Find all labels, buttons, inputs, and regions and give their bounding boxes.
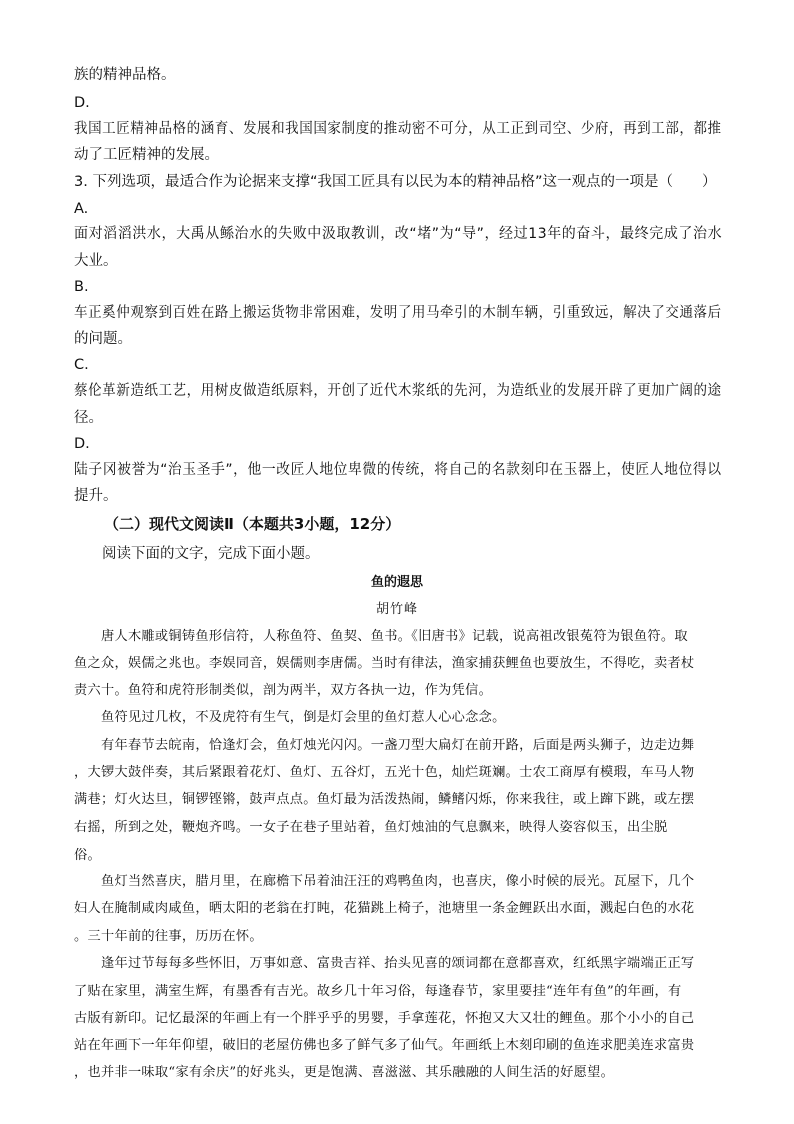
q2-tail-text: 族的精神品格。: [74, 67, 176, 83]
article-line: ，也并非一味取“家有余庆”的好兆头，更是饱满、喜滋滋、其乐融融的人间生活的好愿望。: [74, 1065, 615, 1080]
q3-option-d-letter: D.: [74, 436, 90, 452]
article-line: 。三十年前的往事，历历在怀。: [74, 929, 263, 944]
article-line: 责六十。鱼符和虎符形制类似，剖为两半，双方各执一边，作为凭信。: [74, 683, 493, 698]
q3-option-a-line1: 面对滔滔洪水，大禹从鲧治水的失败中汲取教训，改“堵”为“导”，经过13年的奋斗，最终完成了治水: [74, 226, 723, 242]
article-title: 鱼的遐思: [370, 575, 423, 590]
q3-option-d-line2: 提升。: [74, 488, 118, 504]
article-line: 俗。: [74, 848, 101, 863]
article-line: 鱼符见过几枚，不及虎符有生气，倒是灯会里的鱼灯惹人心心念念。: [74, 710, 506, 725]
section-instruction: 阅读下面的文字，完成下面小题。: [102, 546, 320, 562]
q3-stem: 3. 下列选项，最适合作为论据来支撑“我国工匠具有以民为本的精神品格”这一观点的一项是（ ）: [74, 174, 717, 190]
q3-option-b-letter: B.: [74, 279, 89, 295]
article-line: 鱼灯当然喜庆，腊月里，在廊檐下吊着油汪汪的鸡鸭鱼肉，也喜庆，像小时候的辰光。瓦屋下，几个: [74, 874, 695, 889]
q3-option-b-line1: 车正奚仲观察到百姓在路上搬运货物非常困难，发明了用马牵引的木制车辆，引重致远，解决了交通落后: [74, 305, 722, 321]
article-line: 唐人木雕或铜铸鱼形信符，人称鱼符、鱼契、鱼书。《旧唐书》记载，说高祖改银菟符为银鱼符。取: [74, 629, 688, 644]
article-line: 逢年过节每每多些怀旧，万事如意、富贵吉祥、抬头见喜的颂词都在意都喜欢，红纸黑字端端正正写: [74, 956, 695, 971]
q3-option-d-line1: 陆子冈被誉为“治玉圣手”，他一改匠人地位卑微的传统，将自己的名款刻印在玉器上，使匠人地位得以: [74, 462, 722, 478]
article-line: ，大锣大鼓伴奏，其后紧跟着花灯、鱼灯、五谷灯，五光十色，灿烂斑斓。士农工商厚有模瑕，车马人物: [74, 765, 695, 780]
q3-option-c-letter: C.: [74, 357, 89, 373]
article-author: 胡竹峰: [375, 602, 418, 617]
q2-option-d-letter: D.: [74, 95, 90, 111]
article-line: 鱼之众，娱儒之兆也。李娱同音，娱儒则李唐儒。当时有律法，渔家捕获鲤鱼也要放生，不得吃，卖者杖: [74, 656, 695, 671]
q2-option-d-line2: 动了工匠精神的发展。: [74, 147, 219, 163]
q3-option-c-line2: 径。: [74, 410, 103, 426]
q3-option-c-line1: 蔡伦革新造纸工艺，用树皮做造纸原料，开创了近代木浆纸的先河，为造纸业的发展开辟了更加广阔的途: [74, 383, 722, 399]
article-line: 右摇，所到之处，鞭炮齐鸣。一女子在巷子里站着，鱼灯烛油的气息飘来，映得人姿容似玉，出尘脱: [74, 820, 668, 835]
q3-option-a-line2: 大业。: [74, 253, 118, 269]
article-line: 妇人在腌制咸肉咸鱼，晒太阳的老翁在打盹，花猫跳上椅子，池塘里一条金鲤跃出水面，溅起白色的水花: [74, 901, 695, 916]
article-line: 有年春节去皖南，恰逢灯会，鱼灯烛光闪闪。一盏刀型大扁灯在前开路，后面是两头狮子，边走边舞: [74, 738, 695, 753]
q2-option-d-line1: 我国工匠精神品格的涵育、发展和我国国家制度的推动密不可分，从工正到司空、少府，再到工部，都推: [74, 121, 722, 137]
article-line: 了贴在家里，满室生辉，有墨香有吉光。故乡几十年习俗，每逢春节，家里要挂“连年有鱼”的年画，有: [74, 984, 682, 999]
article-line: 站在年画下一年年仰望，破旧的老屋仿佛也多了鲜气多了仙气。年画纸上木刻印刷的鱼连求肥美连求富贵: [74, 1038, 695, 1053]
q3-option-b-line2: 的问题。: [74, 331, 132, 347]
article-line: 古版有新印。记忆最深的年画上有一个胖乎乎的男婴，手拿莲花，怀抱又大又壮的鲤鱼。那个小小的自己: [74, 1011, 695, 1026]
q3-option-a-letter: A.: [74, 201, 89, 217]
article-line: 满巷；灯火达旦，铜锣铿锵，鼓声点点。鱼灯最为活泼热闹，鳞鳍闪烁，你来我往，或上蹿下跳，或左摆: [74, 792, 695, 807]
section-heading: （二）现代文阅读Ⅱ（本题共3小题，12分）: [104, 515, 401, 533]
